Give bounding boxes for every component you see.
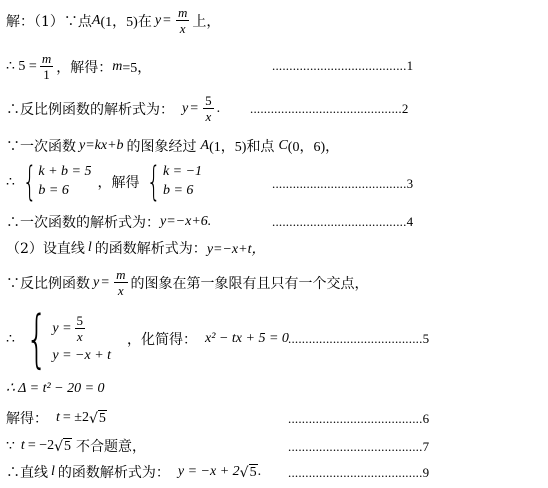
equals: = [101,274,110,290]
solution-line-3 [6,94,220,123]
var-l: l [87,240,92,255]
text: ∴ [6,331,15,347]
radical-icon: √ [88,410,98,427]
text: 解：（1）∵点 [6,13,92,30]
point-a: A [91,12,101,28]
solution-line-7 [6,238,265,258]
solution-line-2 [6,52,151,81]
solution-line-5 [6,159,204,205]
solution-line-10 [6,380,105,397]
text: ∴直线 [6,465,48,481]
brace-icon: { [147,159,162,205]
text: ∵一次函数 [6,139,76,155]
text: =5， [122,60,152,76]
text: ∵反比例函数 [6,275,90,292]
text: ∴ 5 = [6,59,37,74]
sqrt-5: √ 5 [88,410,106,427]
solution-line-13 [6,462,261,482]
var-t: t [56,410,60,425]
sqrt-5: √ 5 [54,438,72,455]
var-m: m [112,58,123,74]
equation-system-1: { k + b = 5 b = 6 [22,159,92,205]
fraction-m-over-x: $\frac{m}{x}$ [116,267,126,298]
var-t: t [20,438,25,453]
radical-icon: √ [239,464,249,481]
coords: (0，6)， [287,140,340,155]
text: 在 [137,13,152,30]
line-expr: y=−x+t， [206,242,266,257]
equals: = [190,100,199,116]
text: 上， [192,13,221,30]
text: 解得： [6,411,48,427]
step-marker-2: ............................................2 [250,101,409,116]
text: ∴反比例函数的解析式为： [6,101,174,118]
text: ，解得： [56,59,113,76]
equals: = [163,12,171,28]
linear-expr: y=kx+b [79,138,124,153]
fraction-5-over-x: $\frac{5}{x}$ [205,93,212,124]
solution-line-8 [6,268,369,297]
value: = −2 [27,438,55,453]
text: 的函数解析式为： [94,241,207,257]
brace-icon: { [25,302,48,375]
text: 的图象在第一象限有且只有一个交点， [130,275,369,292]
solution-line-9 [6,302,289,375]
step-marker-4: .......................................4 [272,214,414,229]
var-y: y [182,100,189,116]
step-marker-7: .......................................7 [288,439,430,454]
text: . [257,464,262,479]
text: ∴ [6,174,15,190]
step-marker-6: .......................................6 [288,411,430,426]
solution-line-11 [6,408,107,428]
coords: (1，5) [100,14,138,30]
final-expr: y = −x + 2 [177,464,240,479]
discriminant-eq: ∴ Δ = t² − 20 = 0 [6,381,105,396]
text: 的函数解析式为： [57,465,170,481]
text: . [216,100,221,116]
equation-system-3: { y = $\frac{5}{x}$ y = −x + t [25,302,112,375]
text: 和点 [246,139,275,155]
solution-line-12 [6,436,146,456]
var-y: y [93,274,100,290]
point-c: C [278,138,288,153]
text: 不合题意， [76,439,147,455]
solution-line-1 [6,6,220,35]
point-a: A [200,138,210,153]
var-l: l [51,464,55,479]
coords: (1，5) [209,140,247,155]
text: ∵ [6,438,15,454]
equation-system-2: { k = −1 b = 6 [147,159,203,205]
fraction-m-over-1: $\frac{m}{1}$ [41,51,52,82]
brace-icon: { [22,159,37,205]
quadratic-eq: x² − tx + 5 = 0 [205,331,289,346]
step-marker-5: .......................................5 [288,331,430,346]
sqrt-5: √ 5 [239,464,257,481]
solution-line-6 [6,212,211,232]
step-marker-9: .......................................9 [288,465,430,480]
step-marker-1: .......................................1 [272,58,414,73]
fraction-m-over-x: $\frac{m}{x}$ [177,5,188,36]
text: ，化简得： [127,332,198,348]
fraction-5-over-x: $\frac{5}{x}$ [76,312,84,344]
text: ∴一次函数的解析式为： [6,215,160,231]
text: 的图象经过 [126,139,197,155]
radical-icon: √ [54,438,64,455]
linear-result: y=−x+6. [160,214,212,229]
solution-line-4 [6,136,339,156]
text: ，解得 [97,175,140,191]
step-marker-3: .......................................3 [272,176,414,191]
text: （2）设直线 [6,241,85,257]
var-y: y [154,12,162,28]
value: = ±2 [62,410,89,425]
